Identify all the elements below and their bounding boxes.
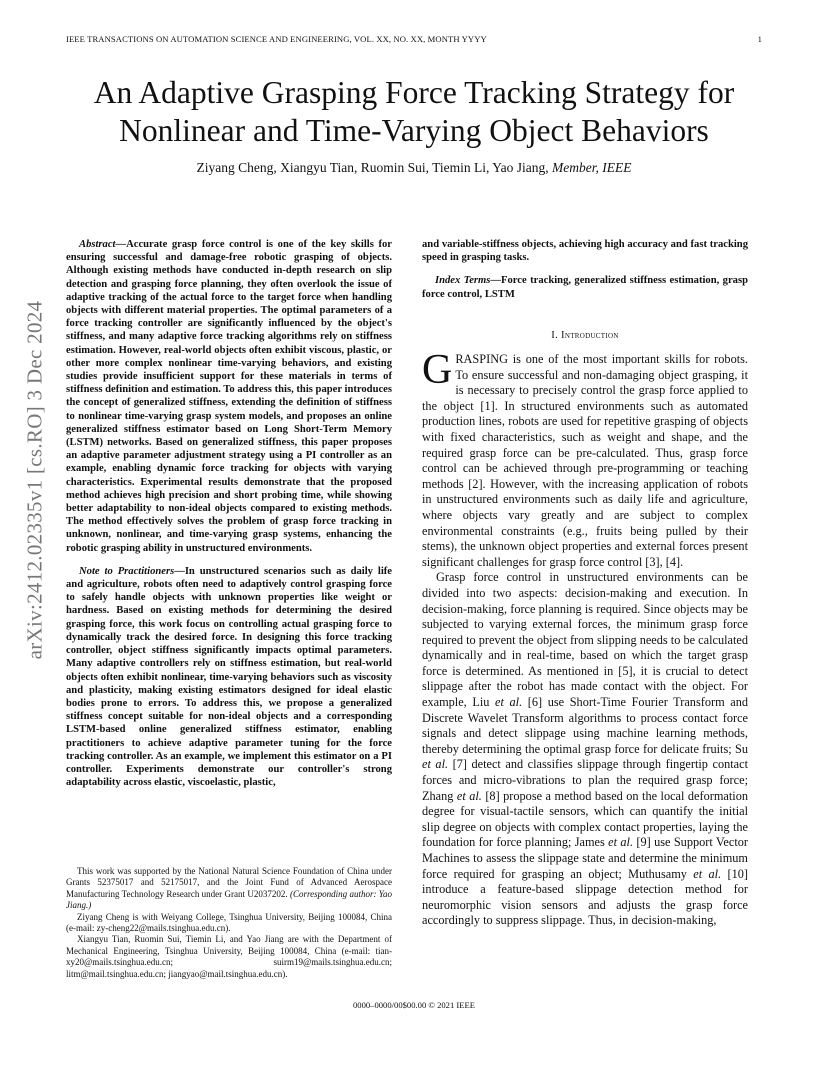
section-number: I. (551, 329, 559, 341)
note-continuation: and variable-stiffness objects, achieving high accuracy and fast tracking speed in grasping tasks. (422, 239, 748, 264)
right-column (422, 238, 748, 929)
note-to-practitioners (66, 565, 392, 789)
index-terms-text: —Force tracking, generalized stiffness estimation, grasp force control, LSTM (422, 275, 748, 300)
intro-paragraph-2: Grasp force control in unstructured environments can be divided into two aspects: decision-making and execution. In decision-making, force planning is required. Since objects may be subjected to varying external forces, the minimum grasp force required to prevent the object from slipping needs to be calculated dynamically and in real-time, based on which the target grasp force is determined. As mentioned in [5], it is crucial to detect slippage after the robot has made contact with the object. For example, Liu et al. [6] use Short-Time Fourier Transform and Discrete Wavelet Transform algorithms to process contact force signals and detect slippage using machine learning methods, thereby determining the optimal grasp force for delicate fruits; Su et al. [7] detect and classifies slippage through fingertip contact forces and micro-vibrations to plan the required grasp force; Zhang et al. [8] propose a method based on the local deformation degree for visual-tactile sensors, which can quantify the initial slip degree on objects with complex contact properties, laying the foundation for force planning; James et al. [9] use Support Vector Machines to assess the slippage state and determine the minimum force required for grasping an object; Muthusamy et al. [10] introduce a feature-based slippage detection method for neuromorphic vision sensors and adjusts the grasp force accordingly to suppress slippage. Thus, in decision-making, (422, 570, 749, 928)
drop-cap: G (422, 347, 453, 394)
index-terms-label: Index Terms (435, 275, 491, 287)
page-number: 1 (757, 34, 762, 44)
author-list (40, 160, 788, 176)
abstract-label: Abstract (79, 239, 116, 250)
section-heading (422, 329, 748, 342)
footnote-cheng: Ziyang Cheng is with Weiyang College, Tsinghua University, Beijing 100084, China (e-mail: zy-cheng22@mails.tsinghua.edu.cn). (66, 911, 392, 934)
index-terms (422, 274, 748, 300)
footnote-support: This work was supported by the National Natural Science Foundation of China under Grants 52375017 and 52175017, and the Joint Fund of Advanced Aerospace Manufacturing Technology Research under Grant U2037202. (Corresponding author: Yao Jiang.) (66, 866, 392, 911)
footnote-others: Xiangyu Tian, Ruomin Sui, Tiemin Li, and Yao Jiang are with the Department of Mechanical Engineering, Tsinghua University, Beijing 100084, China (e-mail: tian-xy20@mails.tsinghua.edu.cn; suirm19@mails.tsinghua.edu.cn; litm@mail.tsinghua.edu.cn; jiangyao@mail.tsinghua.edu.cn). (66, 934, 392, 979)
journal-name: IEEE TRANSACTIONS ON AUTOMATION SCIENCE AND ENGINEERING, VOL. XX, NO. XX, MONTH YYYY (66, 34, 487, 44)
arxiv-stamp (22, 290, 48, 670)
introduction-body (422, 347, 749, 929)
footnotes (66, 866, 392, 980)
abstract (66, 238, 392, 555)
author-membership: Member, IEEE (552, 160, 632, 175)
author-names: Ziyang Cheng, Xiangyu Tian, Ruomin Sui, Tiemin Li, Yao Jiang, (196, 160, 549, 175)
note-label: Note to Practitioners (79, 565, 175, 577)
abstract-text: —Accurate grasp force control is one of the key skills for ensuring successful and damage-free robotic grasping of objects. Although existing methods have conducted in-depth research on slip detection and grasping force planning, they often overlook the issue of adaptive tracking of the actual force to the target force when handling objects with different material properties. The optimal parameters of a force tracking controller are significantly influenced by the object's stiffness, and many adaptive force tracking algorithms rely on stiffness estimation. However, real-world objects often exhibit viscous, plastic, or other more complex nonlinear time-varying behaviors, and existing studies provide insufficient support for these materials in terms of stiffness definition and estimation. To address this, this paper introduces the concept of generalized stiffness, extending the definition of stiffness to nonlinear time-varying grasp system models, and proposes an online generalized stiffness estimator based on Long Short-Term Memory (LSTM) networks. Based on generalized stiffness, this paper proposes an adaptive parameter adjustment strategy using a PI controller as an example, enabling dynamic force tracking for objects with varying characteristics. Experimental results demonstrate that the proposed method achieves high precision and short probing time, while showing better adaptability to non-ideal objects compared to existing methods. The method effectively solves the problem of grasp force tracking in unknown, nonlinear, and time-varying grasp systems, enhancing the robotic grasping ability in unstructured environments. (66, 239, 392, 554)
section-title: Introduction (561, 329, 619, 341)
left-column (66, 238, 392, 789)
copyright-footer: 0000–0000/00$00.00 © 2021 IEEE (352, 1000, 476, 1010)
intro-paragraph-1: GRASPING is one of the most important skills for robots. To ensure successful and non-damaging object grasping, it is necessary to precisely control the grasp force applied to the object [1]. In structured environments such as automated production lines, robots are used for repetitive grasping of objects with fixed characteristics, such as weight and shape, and the required grasp force can be pre-calculated. Thus, grasp force control can be achieved through pre-programming or teaching methods [2]. However, with the increasing application of robots in unstructured environments such as daily life and agriculture, where objects vary greatly and are subject to complex environmental constraints (e.g., fruits being pulled by their stems), the unknown object properties and external forces present significant challenges for grasp force control [3], [4]. (422, 347, 748, 569)
paper-title (40, 74, 788, 150)
running-header (66, 34, 762, 48)
note-text: —In unstructured scenarios such as daily life and agriculture, robots often need to adaptively control grasping force to safely handle objects with unknown properties like weight or hardness. Based on existing methods for determining the desired grasping force, this work focus on controlling actual grasping force to dynamically track the desired force. In designing this force tracking controller, object stiffness significantly impacts optimal parameters. Many adaptive controllers rely on stiffness estimation, but real-world objects often exhibit nonlinear, time-varying behaviors such as viscosity and plasticity, making existing estimators designed for ideal elastic bodies prone to errors. To address this, we propose a generalized stiffness concept suitable for non-ideal objects and a corresponding LSTM-based online generalized stiffness estimator, enabling practitioners to achieve adaptive parameter tuning for the force tracking controller. As an example, we implement this estimator on a PI controller. Experiments demonstrate our controller's strong adaptability across elastic, viscoelastic, plastic, (66, 565, 392, 789)
title-line-2: Nonlinear and Time-Varying Object Behaviors (119, 113, 709, 148)
title-line-1: An Adaptive Grasping Force Tracking Strategy for (93, 75, 735, 110)
arxiv-id: arXiv:2412.02335v1 [cs.RO] 3 Dec 2024 (22, 300, 47, 660)
